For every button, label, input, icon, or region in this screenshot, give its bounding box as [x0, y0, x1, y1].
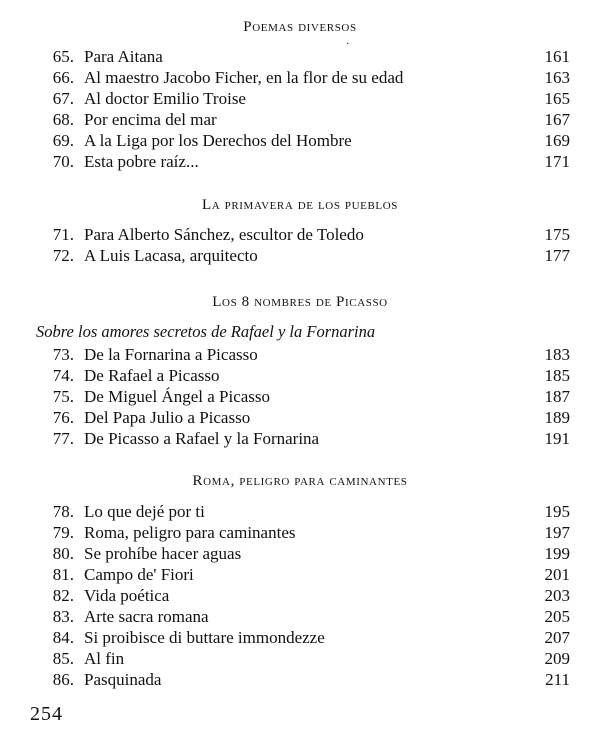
toc-entry — [28, 68, 570, 88]
section-heading: Los 8 nombres de Picasso — [212, 294, 388, 310]
entry-page: 171 — [544, 152, 570, 171]
entry-page: 199 — [544, 544, 570, 563]
entry-title: De Miguel Ángel a Picasso — [84, 387, 271, 406]
entry-number: 81. — [52, 565, 74, 584]
entry-number: 66. — [52, 68, 74, 87]
entry-title: De Rafael a Picasso — [84, 366, 220, 385]
section-subheading: Sobre los amores secretos de Rafael y la Fornarina — [36, 322, 376, 341]
entry-title: Se prohíbe hacer aguas — [84, 544, 242, 563]
entry-page: 167 — [544, 110, 570, 129]
entry-number: 70. — [52, 152, 74, 171]
entry-page: 185 — [544, 366, 570, 385]
entry-title: Por encima del mar — [84, 110, 217, 129]
toc-entry — [28, 152, 570, 172]
entry-number: 71. — [52, 225, 74, 244]
entry-page: 211 — [545, 670, 570, 689]
entry-page: 209 — [544, 649, 570, 668]
toc-entry — [28, 408, 570, 428]
entry-title: Esta pobre raíz... — [84, 152, 199, 171]
toc-entry — [28, 670, 570, 690]
toc-entry — [28, 429, 570, 449]
entry-title: Al maestro Jacobo Ficher, en la flor de su edad — [84, 68, 404, 87]
entry-title: Al fin — [84, 649, 125, 668]
entry-title: De Picasso a Rafael y la Fornarina — [84, 429, 320, 448]
entry-page: 205 — [544, 607, 570, 626]
entry-number: 76. — [52, 408, 74, 427]
entry-page: 197 — [544, 523, 570, 542]
entry-page: 195 — [544, 502, 570, 521]
entry-title: Si proibisce di buttare immondezze — [84, 628, 325, 647]
entry-number: 80. — [52, 544, 74, 563]
toc-entry — [28, 649, 570, 669]
entry-title: De la Fornarina a Picasso — [84, 345, 258, 364]
entry-page: 201 — [544, 565, 570, 584]
entry-number: 67. — [52, 89, 74, 108]
entry-title: Vida poética — [84, 586, 170, 605]
entry-page: 161 — [544, 47, 570, 66]
entry-title: Lo que dejé por ti — [84, 502, 205, 521]
entry-number: 75. — [52, 387, 74, 406]
entry-page: 165 — [544, 89, 570, 108]
entry-title: A la Liga por los Derechos del Hombre — [84, 131, 352, 150]
entry-title: Pasquinada — [84, 670, 162, 689]
entry-title: A Luis Lacasa, arquitecto — [84, 246, 258, 265]
entry-number: 65. — [52, 47, 74, 66]
toc-entry — [28, 544, 570, 564]
toc-entry — [28, 47, 570, 67]
entry-number: 68. — [52, 110, 74, 129]
toc-entry — [28, 89, 570, 109]
toc-entry — [28, 607, 570, 627]
toc-entry — [28, 246, 570, 266]
entry-number: 73. — [52, 345, 74, 364]
toc-entry — [28, 225, 570, 245]
entry-page: 163 — [544, 68, 570, 87]
entry-number: 82. — [52, 586, 74, 605]
entry-number: 85. — [52, 649, 74, 668]
entry-number: 77. — [52, 429, 74, 448]
toc-entry — [28, 628, 570, 648]
entry-page: 177 — [544, 246, 570, 265]
page-number: 254 — [30, 703, 63, 725]
entry-number: 86. — [52, 670, 74, 689]
section-heading: Poemas diversos — [243, 19, 357, 35]
entry-number: 79. — [52, 523, 74, 542]
entry-number: 84. — [52, 628, 74, 647]
entry-number: 72. — [52, 246, 74, 265]
entry-page: 187 — [544, 387, 570, 406]
toc-entry — [28, 345, 570, 365]
entry-number: 74. — [52, 366, 74, 385]
toc-entry — [28, 366, 570, 386]
toc-entry — [28, 502, 570, 522]
ink-speck: · — [346, 39, 350, 50]
toc-entry — [28, 131, 570, 151]
entry-title: Para Aitana — [84, 47, 163, 66]
entry-number: 83. — [52, 607, 74, 626]
entry-page: 191 — [544, 429, 570, 448]
section-heading: La primavera de los pueblos — [201, 197, 399, 213]
entry-page: 169 — [544, 131, 570, 150]
entry-title: Del Papa Julio a Picasso — [84, 408, 251, 427]
entry-page: 183 — [544, 345, 570, 364]
entry-title: Arte sacra romana — [84, 607, 209, 626]
entry-number: 69. — [52, 131, 74, 150]
toc-entry — [28, 586, 570, 606]
entry-title: Campo de' Fiori — [84, 565, 194, 584]
toc-entry — [28, 523, 570, 543]
entry-number: 78. — [52, 502, 74, 521]
toc-entry — [28, 387, 570, 407]
entry-page: 207 — [544, 628, 570, 647]
entry-page: 203 — [544, 586, 570, 605]
section-heading: Roma, peligro para caminantes — [192, 473, 408, 489]
toc-entry — [28, 110, 570, 130]
entry-title: Al doctor Emilio Troise — [84, 89, 246, 108]
entry-title: Roma, peligro para caminantes — [84, 523, 296, 542]
entry-page: 189 — [544, 408, 570, 427]
entry-page: 175 — [544, 225, 570, 244]
entry-title: Para Alberto Sánchez, escultor de Toledo — [84, 225, 364, 244]
toc-entry — [28, 565, 570, 585]
